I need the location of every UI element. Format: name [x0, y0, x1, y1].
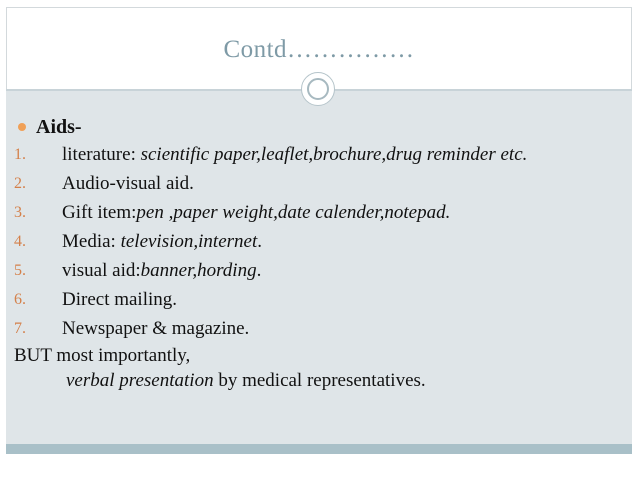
but-line: BUT most importantly, — [14, 345, 191, 366]
list-number: 2. — [14, 175, 26, 192]
list-item — [14, 318, 624, 340]
list-item — [14, 289, 624, 311]
verbal-rest: by medical representatives. — [213, 370, 426, 391]
item-text: Audio-visual aid. — [62, 173, 194, 194]
aids-heading: Aids- — [36, 115, 82, 138]
slide-content — [14, 114, 624, 394]
list-item — [14, 202, 624, 224]
list-number: 7. — [14, 320, 26, 337]
item-text: visual aid: — [62, 260, 141, 281]
verbal-line — [14, 368, 624, 394]
list-number: 5. — [14, 262, 26, 279]
bullet-icon — [18, 123, 26, 131]
list-item — [14, 173, 624, 195]
item-italic-text: pen ,paper weight,date calender,notepad. — [136, 202, 451, 223]
item-italic-text: scientific paper,leaflet,brochure,drug reminder etc. — [140, 144, 528, 165]
item-text: Gift item: — [62, 202, 137, 223]
list-item — [14, 231, 624, 253]
divider-circle-inner — [307, 78, 329, 100]
bottom-band — [6, 444, 632, 454]
item-text: Direct mailing. — [62, 289, 178, 310]
divider-circle-ornament — [301, 72, 335, 106]
list-number: 6. — [14, 291, 26, 308]
list-number: 4. — [14, 233, 26, 250]
item-text: Newspaper & magazine. — [62, 318, 250, 339]
list-number: 3. — [14, 204, 26, 221]
list-number: 1. — [14, 146, 26, 163]
item-italic-text: television,internet — [120, 231, 258, 252]
item-text: literature: — [62, 144, 141, 165]
item-text: Media: — [62, 231, 121, 252]
list-item — [14, 144, 624, 166]
item-tail: . — [256, 260, 262, 281]
verbal-italic: verbal presentation — [66, 370, 214, 391]
aids-list — [14, 144, 624, 340]
slide-title: Contd…………… — [223, 36, 415, 63]
item-tail: . — [257, 231, 262, 252]
list-item — [14, 260, 624, 282]
item-italic-text: banner,hording — [140, 260, 257, 281]
heading-row — [14, 114, 624, 140]
